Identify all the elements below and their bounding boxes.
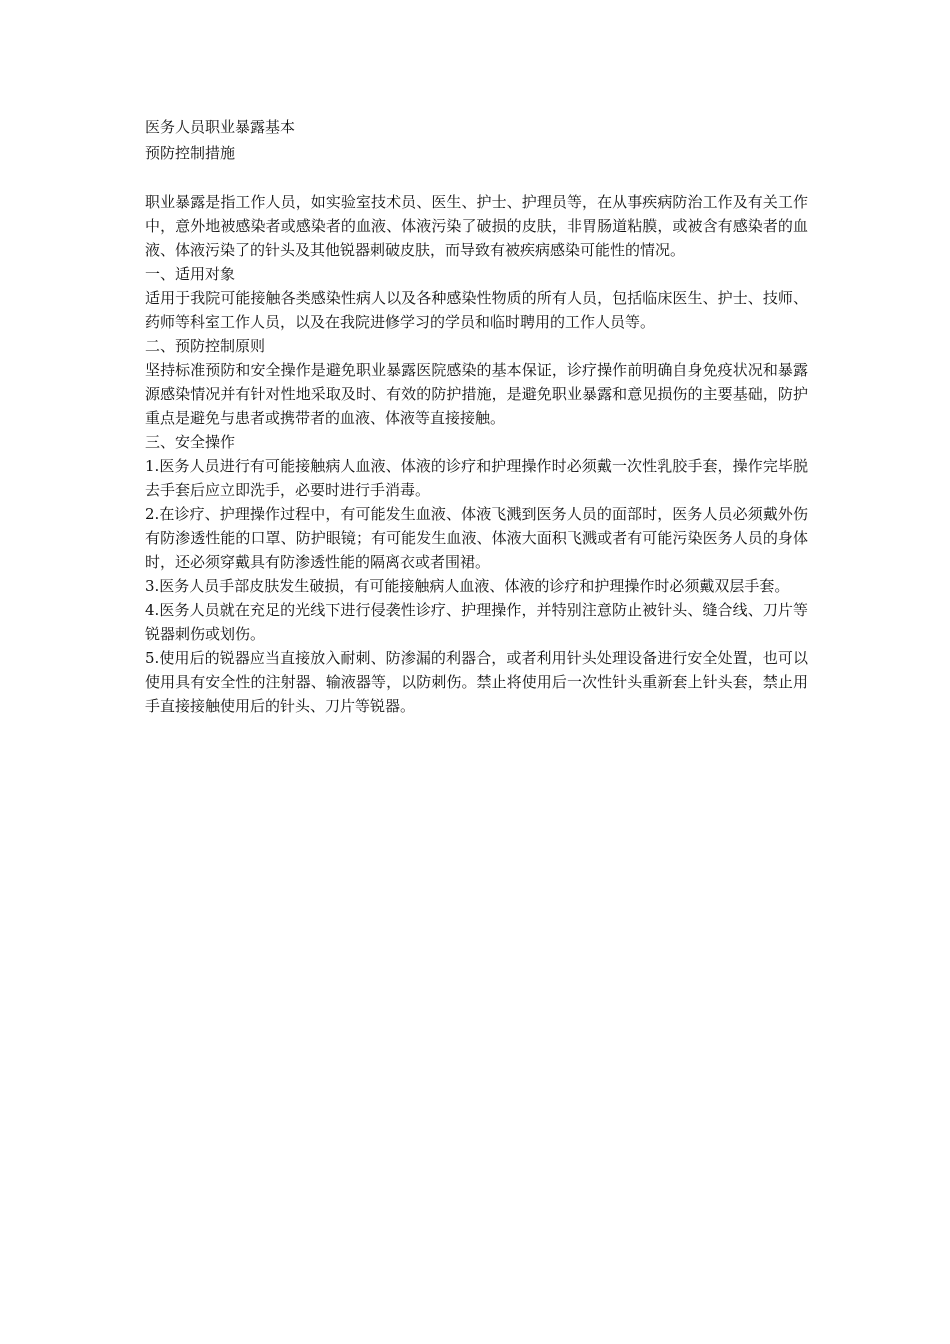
title-spacer [145,166,808,190]
intro-paragraph: 职业暴露是指工作人员，如实验室技术员、医生、护士、护理员等，在从事疾病防治工作及有关工作中，意外地被感染者或感染者的血液、体液污染了破损的皮肤，非胃肠道粘膜，或被含有感染者的血液、体液污染了的针头及其他锐器刺破皮肤，而导致有被疾病感染可能性的情况。 [145,193,808,259]
safe-operation-item-2: 2.在诊疗、护理操作过程中，有可能发生血液、体液飞溅到医务人员的面部时，医务人员必须戴外伤有防渗透性能的口罩、防护眼镜；有可能发生血液、体液大面积飞溅或者有可能污染医务人员的身体时，还必须穿戴具有防渗透性能的隔离衣或者围裙。 [145,505,808,571]
section-heading-safe-operation: 三、安全操作 [145,433,236,451]
safe-operation-item-3: 3.医务人员手部皮肤发生破损，有可能接触病人血液、体液的诊疗和护理操作时必须戴双层手套。 [145,577,790,595]
safe-operation-item-4: 4.医务人员就在充足的光线下进行侵袭性诊疗、护理操作，并特别注意防止被针头、缝合线、刀片等锐器刺伤或划伤。 [145,601,808,643]
safe-operation-item-5: 5.使用后的锐器应当直接放入耐刺、防渗漏的利器合，或者利用针头处理设备进行安全处置，也可以使用具有安全性的注射器、输液器等，以防刺伤。禁止将使用后一次性针头重新套上针头套，禁止用手直接接触使用后的针头、刀片等锐器。 [145,649,808,715]
document-title-line-1: 医务人员职业暴露基本 [145,118,296,136]
section-heading-principles: 二、预防控制原则 [145,337,266,355]
section-body-scope: 适用于我院可能接触各类感染性病人以及各种感染性物质的所有人员，包括临床医生、护士、技师、药师等科室工作人员，以及在我院进修学习的学员和临时聘用的工作人员等。 [145,289,808,331]
safe-operation-item-1: 1.医务人员进行有可能接触病人血液、体液的诊疗和护理操作时必须戴一次性乳胶手套，操作完毕脱去手套后应立即洗手，必要时进行手消毒。 [145,457,808,499]
section-heading-scope: 一、适用对象 [145,265,236,283]
section-body-principles: 坚持标准预防和安全操作是避免职业暴露医院感染的基本保证，诊疗操作前明确自身免疫状况和暴露源感染情况并有针对性地采取及时、有效的防护措施，是避免职业暴露和意见损伤的主要基础，防护重点是避免与患者或携带者的血液、体液等直接接触。 [145,361,808,427]
document-page [145,114,808,718]
document-title-line-2: 预防控制措施 [145,144,236,162]
